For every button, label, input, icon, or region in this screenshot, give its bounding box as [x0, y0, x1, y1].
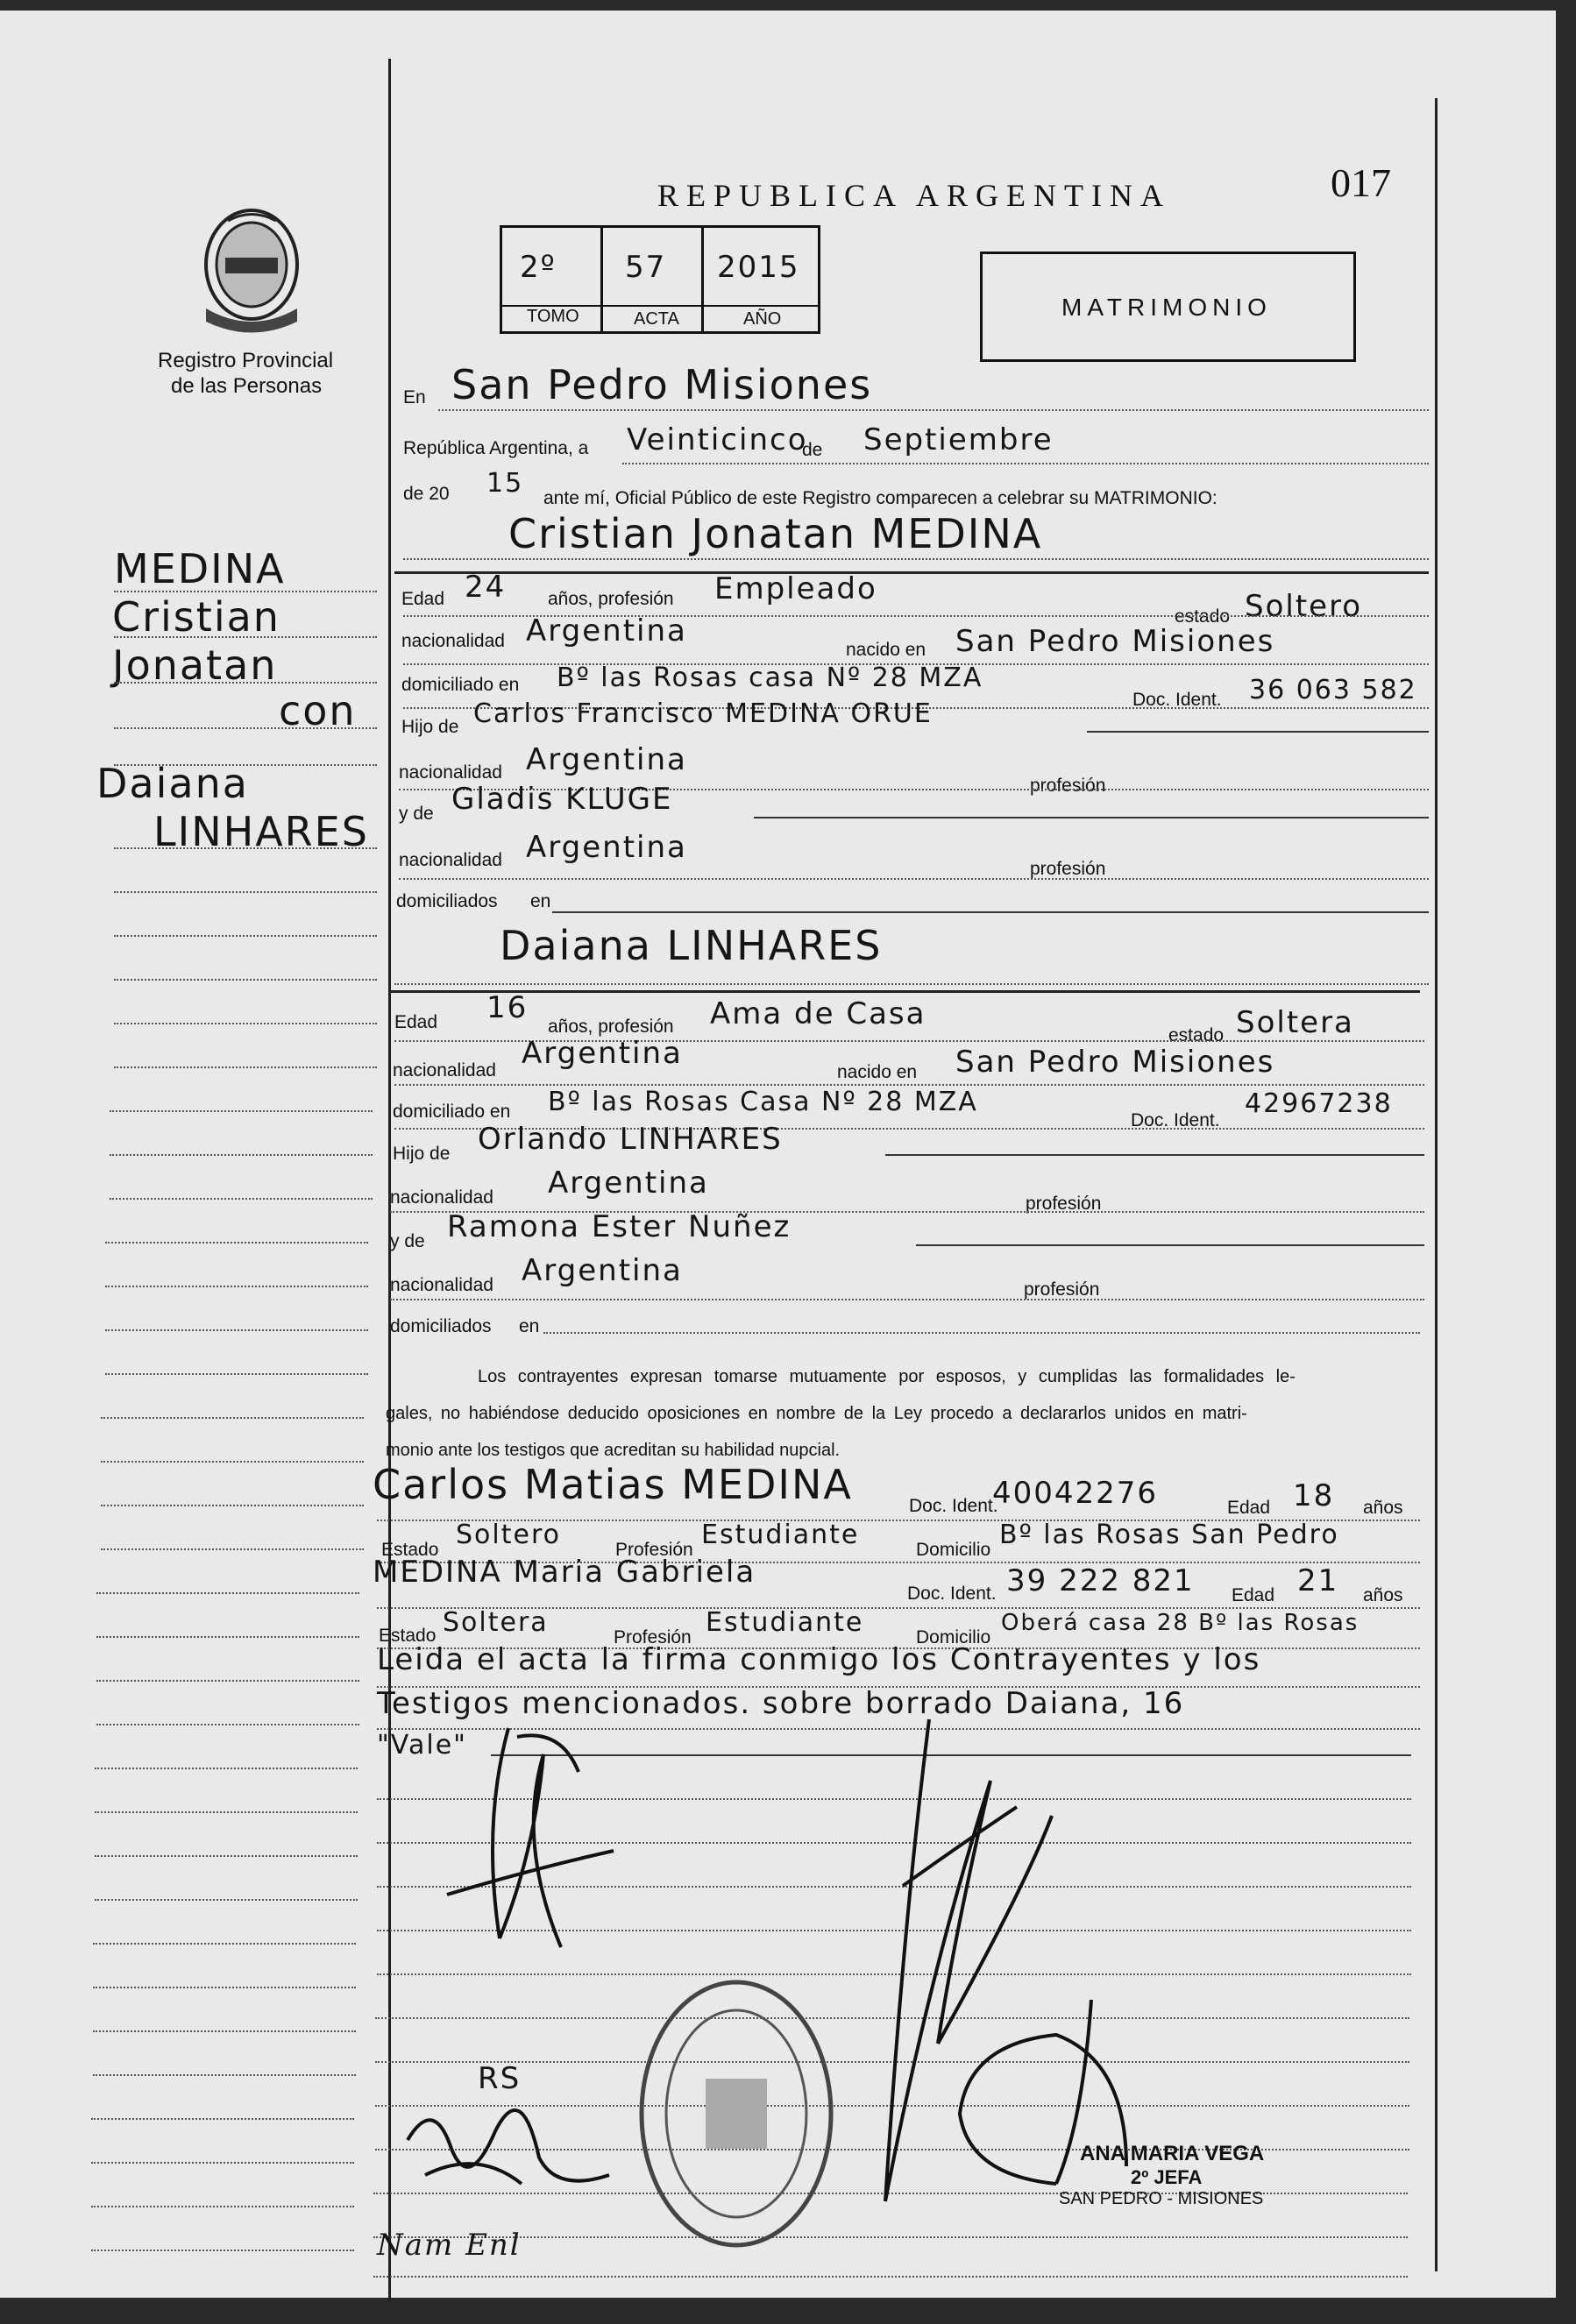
- witness1-address: Bº las Rosas San Pedro: [999, 1520, 1339, 1550]
- initials-rs: RS: [478, 2061, 522, 2096]
- groom-address: Bº las Rosas casa Nº 28 MZA: [557, 662, 983, 693]
- bride-father-profesion-label: profesión: [1026, 1194, 1102, 1214]
- groom-domiciliados-en: en: [530, 891, 551, 911]
- bride-father-nationality: Argentina: [548, 1166, 709, 1201]
- margin-name2-groom: Jonatan: [112, 641, 278, 689]
- de20-label: de 20: [403, 484, 450, 504]
- witness1-profesion-label: Profesión: [615, 1540, 693, 1560]
- anio-label: AÑO: [743, 309, 782, 329]
- bride-yde-label: y de: [390, 1231, 425, 1251]
- groom-estado-label: estado: [1175, 606, 1231, 627]
- margin-surname-bride: LINHARES: [153, 808, 369, 855]
- declaration-line2: gales, no habiéndose deducido oposiciones en nombre de la Ley procedo a declararlos unidos en matri-: [386, 1404, 1247, 1423]
- groom-edad-label: Edad: [401, 589, 445, 609]
- right-margin-rule: [1435, 98, 1438, 2271]
- office-name-line1: Registro Provincial: [158, 349, 334, 372]
- country-title: REPUBLICA ARGENTINA: [657, 178, 1172, 213]
- witness2-doc-label: Doc. Ident.: [907, 1584, 997, 1604]
- groom-nationality: Argentina: [526, 613, 687, 648]
- groom-mother-nationality: Argentina: [526, 830, 687, 865]
- groom-doc-label: Doc. Ident.: [1132, 690, 1222, 710]
- groom-father-profesion-label: profesión: [1030, 776, 1106, 796]
- bride-mother-profesion-label: profesión: [1024, 1279, 1100, 1300]
- bride-domiciliados-label: domiciliados: [390, 1316, 492, 1336]
- tomo-label: TOMO: [527, 307, 579, 326]
- republica-label: República Argentina, a: [403, 438, 589, 458]
- witness1-profession: Estudiante: [701, 1520, 860, 1550]
- official-stamp-title: 2º JEFA: [1131, 2166, 1203, 2188]
- official-stamp-place: SAN PEDRO - MISIONES: [1059, 2189, 1264, 2208]
- margin-name1-groom: Cristian: [112, 593, 280, 641]
- tomo-value: 2º: [520, 250, 557, 285]
- witness1-edad-label: Edad: [1227, 1498, 1271, 1518]
- signature-groom: [429, 1719, 622, 1956]
- round-seal-icon: [635, 1973, 837, 2254]
- anio-value: 2015: [717, 250, 800, 285]
- margin-surname-groom: MEDINA: [114, 545, 286, 592]
- bride-doc-label: Doc. Ident.: [1131, 1110, 1220, 1130]
- groom-doc: 36 063 582: [1249, 675, 1417, 705]
- bride-nacido-label: nacido en: [837, 1062, 918, 1082]
- witness2-doc: 39 222 821: [1006, 1563, 1195, 1598]
- witness2-civil-state: Soltera: [443, 1607, 549, 1638]
- act-type: MATRIMONIO: [1061, 294, 1272, 321]
- groom-age: 24: [465, 570, 507, 605]
- declaration-line1: Los contrayentes expresan tomarse mutuamente por esposos, y cumplidas las formalidades le-: [478, 1367, 1296, 1386]
- closing-line1: Leida el acta la firma conmigo los Contrayentes y los: [377, 1642, 1261, 1677]
- witness2-address: Oberá casa 28 Bº las Rosas: [1001, 1610, 1359, 1636]
- groom-mother-nat-label: nacionalidad: [399, 850, 502, 870]
- document-page: [0, 11, 1556, 2298]
- groom-name: Cristian Jonatan MEDINA: [508, 510, 1043, 557]
- witness1-name: Carlos Matias MEDINA: [373, 1461, 853, 1508]
- closing-line3: "Vale": [377, 1730, 467, 1761]
- month-value: Septiembre: [863, 422, 1054, 457]
- folio-number: 017: [1331, 160, 1391, 205]
- groom-profession: Empleado: [714, 571, 877, 606]
- bride-doc: 42967238: [1245, 1088, 1393, 1119]
- acta-label: ACTA: [634, 309, 679, 329]
- bride-name: Daiana LINHARES: [500, 922, 883, 969]
- acta-value: 57: [625, 250, 667, 285]
- groom-domiciliados-label: domiciliados: [396, 891, 498, 911]
- groom-nationality-label: nacionalidad: [401, 631, 505, 651]
- bride-father: Orlando LINHARES: [478, 1122, 783, 1157]
- bride-father-nat-label: nacionalidad: [390, 1187, 493, 1208]
- witness2-edad-label: Edad: [1232, 1585, 1275, 1605]
- bride-nationality: Argentina: [522, 1036, 683, 1071]
- place-value: San Pedro Misiones: [451, 361, 873, 408]
- groom-father: Carlos Francisco MEDINA ORUE: [473, 698, 933, 729]
- bride-profession: Ama de Casa: [710, 996, 926, 1031]
- groom-hijo-label: Hijo de: [401, 717, 459, 737]
- left-margin-rule: [388, 59, 391, 2302]
- groom-domiciliado-label: domiciliado en: [401, 675, 520, 695]
- witness2-profesion-label: Profesión: [614, 1627, 692, 1647]
- witness1-anios-label: años: [1363, 1498, 1403, 1518]
- bride-mother-nationality: Argentina: [522, 1253, 683, 1288]
- closing-line2: Testigos mencionados. sobre borrado Daiana, 16: [377, 1686, 1185, 1721]
- office-name-line2: de las Personas: [171, 374, 323, 398]
- groom-father-nat-label: nacionalidad: [399, 762, 502, 783]
- bride-age: 16: [486, 990, 529, 1025]
- groom-birthplace: San Pedro Misiones: [955, 624, 1275, 659]
- initials-bottom: Nam Enl: [377, 2228, 522, 2263]
- witness2-anios-label: años: [1363, 1585, 1403, 1605]
- witness2-name: MEDINA Maria Gabriela: [373, 1555, 756, 1590]
- day-value: Veinticinco: [627, 422, 808, 457]
- witness1-civil-state: Soltero: [456, 1520, 561, 1550]
- declaration-line3: monio ante los testigos que acreditan su habilidad nupcial.: [386, 1441, 841, 1460]
- bride-edad-label: Edad: [394, 1012, 438, 1032]
- witness1-doc-label: Doc. Ident.: [909, 1496, 998, 1516]
- bride-address: Bº las Rosas Casa Nº 28 MZA: [548, 1087, 978, 1117]
- groom-yde-label: y de: [399, 804, 434, 824]
- bride-domiciliado-label: domiciliado en: [393, 1102, 511, 1122]
- witness2-profession: Estudiante: [706, 1607, 864, 1638]
- margin-name-bride: Daiana: [96, 760, 249, 807]
- margin-con: con: [279, 687, 357, 734]
- witness2-age: 21: [1297, 1563, 1339, 1598]
- groom-civil-state: Soltero: [1245, 589, 1363, 624]
- provincial-coat-of-arms-icon: [197, 203, 307, 333]
- bride-nationality-label: nacionalidad: [393, 1060, 496, 1081]
- groom-mother: Gladis KLUGE: [451, 782, 673, 817]
- witness1-doc: 40042276: [992, 1476, 1159, 1511]
- en-label: En: [403, 387, 426, 407]
- witness2-estado-label: Estado: [379, 1626, 437, 1646]
- registry-index-box: [500, 225, 820, 334]
- groom-anios-profesion-label: años, profesión: [548, 589, 674, 609]
- witness1-age: 18: [1293, 1478, 1335, 1513]
- de-label: de: [802, 440, 823, 460]
- bride-domiciliados-en: en: [519, 1316, 540, 1336]
- witness1-estado-label: Estado: [381, 1540, 439, 1560]
- bride-estado-label: estado: [1168, 1025, 1225, 1045]
- bride-mother-nat-label: nacionalidad: [390, 1275, 493, 1295]
- witness1-domicilio-label: Domicilio: [916, 1540, 991, 1560]
- year-suffix: 15: [486, 468, 524, 499]
- witness2-domicilio-label: Domicilio: [916, 1627, 991, 1647]
- groom-nacido-label: nacido en: [846, 640, 926, 660]
- bride-civil-state: Soltera: [1236, 1005, 1354, 1040]
- act-type-box: [980, 252, 1356, 362]
- bride-anios-profesion-label: años, profesión: [548, 1017, 674, 1037]
- bride-hijo-label: Hijo de: [393, 1144, 451, 1164]
- groom-father-nationality: Argentina: [526, 742, 687, 777]
- bride-birthplace: San Pedro Misiones: [955, 1045, 1275, 1080]
- official-stamp-name: ANA MARIA VEGA: [1080, 2142, 1265, 2165]
- statement: ante mí, Oficial Público de este Registro comparecen a celebrar su MATRIMONIO:: [543, 488, 1217, 508]
- bride-mother: Ramona Ester Nuñez: [447, 1209, 792, 1244]
- groom-mother-profesion-label: profesión: [1030, 859, 1106, 879]
